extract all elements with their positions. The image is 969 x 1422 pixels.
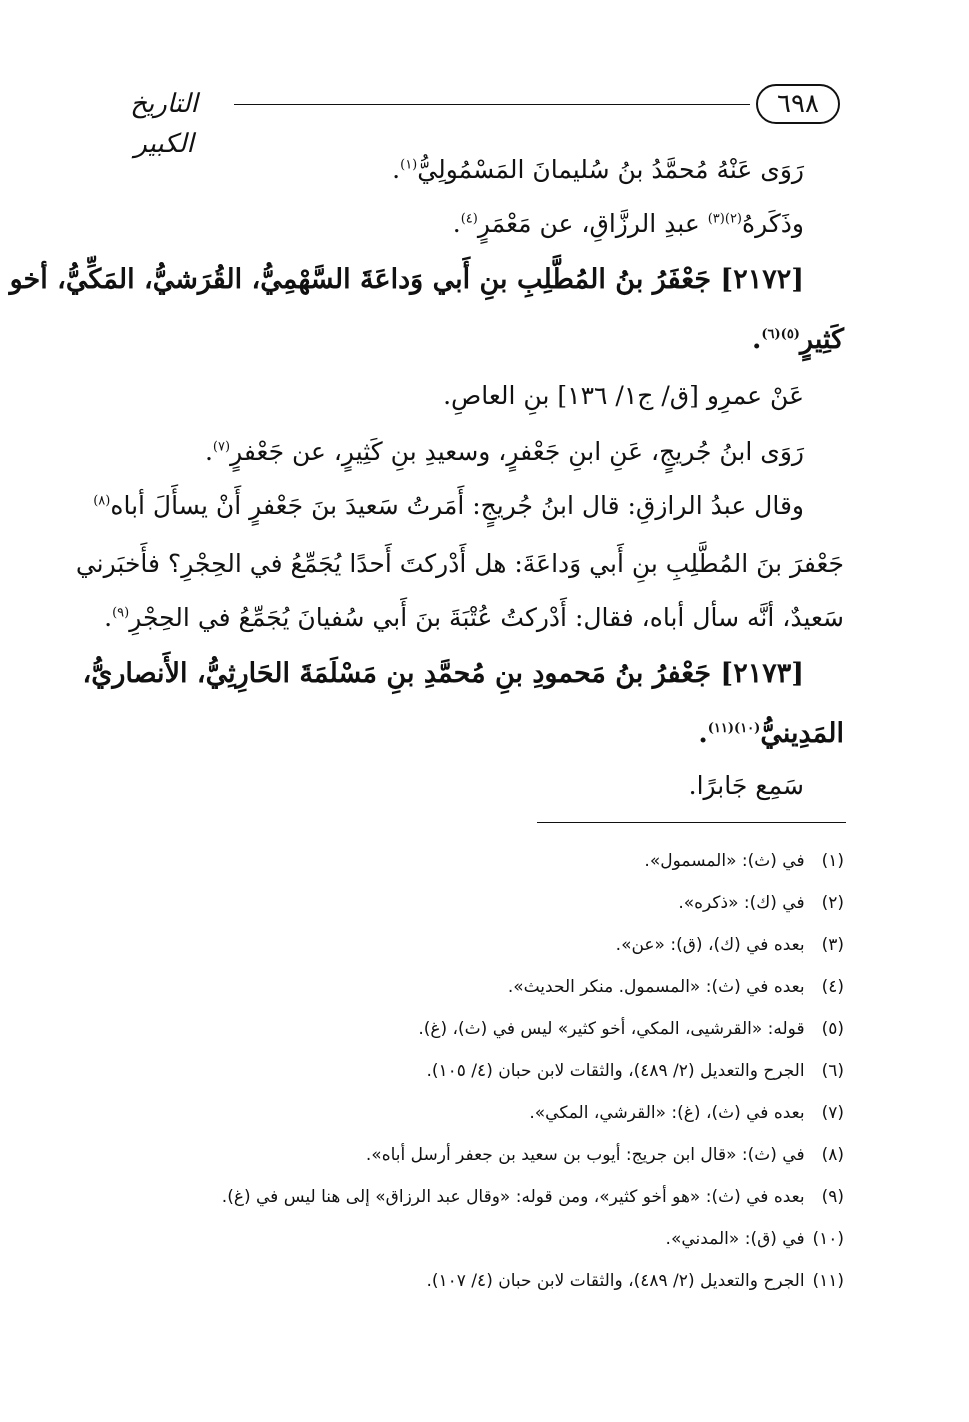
text-line: عَنْ عمرِو [ق/ ج١/ ١٣٦] بنِ العاصِ. xyxy=(443,381,804,410)
footnote-item: (٧) بعده في (ث)، (غ): «القرشي، المكي». xyxy=(529,1103,844,1123)
footnote-item: (١٠) في (ق): «المدني». xyxy=(665,1229,844,1249)
text-line: وذَكَرهُ$^{(٢)(٣)}$ عبدِ الرزَّاقِ، عن مَعْمَرٍ$^{(٤)}$. xyxy=(452,209,804,238)
header-rule xyxy=(234,104,750,105)
text-line: جَعْفرَ بنَ المُطَّلِبِ بنِ أَبي وَداعَةَ: هل أَدْركتَ أَحدًا يُجَمِّعُ في الحِجْرِ؟ فأَخبَرني xyxy=(75,549,844,578)
text-line: وقال عبدُ الرازقِ: قال ابنُ جُريجٍ: أَمَرتُ سَعيدَ بنَ جَعْفرٍ أَنْ يسأَلَ أباه$^{(٨)}$ xyxy=(93,491,804,520)
footnote-separator xyxy=(537,822,846,823)
footnote-item: (٨) في (ث): «قال ابن جريج: أيوب بن سعيد بن جعفر أرسل أباه». xyxy=(365,1145,844,1165)
entry-heading-2173-cont: المَدِينيُّ$^{(١٠)(١١)}$. xyxy=(698,718,844,749)
page-number: ٦٩٨ xyxy=(756,84,840,124)
footnote-item: (٥) قوله: «القرشيى، المكي، أخو كثير» ليس في (ث)، (غ). xyxy=(418,1019,844,1039)
footnote-item: (٦) الجرح والتعديل (٢/ ٤٨٩)، والثقات لابن حبان (٤/ ١٠٥). xyxy=(426,1061,844,1081)
footnote-item: (١١) الجرح والتعديل (٢/ ٤٨٩)، والثقات لابن حبان (٤/ ١٠٧). xyxy=(426,1271,844,1291)
entry-heading-2173: [٢١٧٣] جَعْفرُ بنُ مَحمودِ بنِ مُحمَّدِ بنِ مَسْلَمَةَ الحَارِثِيُّ، الأَنصاريُّ، xyxy=(82,658,804,689)
footnote-item: (١) في (ث): «المسمول». xyxy=(644,851,844,871)
footnote-item: (٩) بعده في (ث): «هو أخو كثير»، ومن قوله: «وقال عبد الرزاق» إلى هنا ليس في (غ). xyxy=(221,1187,844,1207)
footnote-item: (٢) في (ك): «ذكره». xyxy=(678,893,844,913)
text-line: رَوَى عَنْهُ مُحمَّدُ بنُ سُليمانَ المَسْمُولِيُّ$^{(١)}$. xyxy=(392,155,804,184)
text-line: رَوَى ابنُ جُريجٍ، عَنِ ابنِ جَعْفرٍ، وسعيدِ بنِ كَثِيرٍ، عن جَعْفرٍ$^{(٧)}$. xyxy=(204,437,804,466)
footnote-item: (٣) بعده في (ك)، (ق): «عن». xyxy=(615,935,844,955)
text-line: سَمِع جَابرًا. xyxy=(688,771,804,800)
entry-heading-2172-cont: كَثِيرٍ$^{(٥)(٦)}$. xyxy=(751,324,844,355)
page-header xyxy=(100,84,840,159)
entry-heading-2172: [٢١٧٢] جَعْفَرُ بنُ المُطَّلِبِ بنِ أَبي وَداعَةَ السَّهْمِيُّ، القُرَشيُّ، المَكِّيُّ، أخو xyxy=(9,264,804,295)
footnote-item: (٤) بعده في (ث): «المسمول. منكر الحديث». xyxy=(507,977,844,997)
text-line: سَعيدٌ، أنَّه سأل أباه، فقال: أَدْركتُ عُتْبَةَ بنَ أَبي سُفيانَ يُجَمِّعُ في الحِجْرِ$^{(٩)}$. xyxy=(104,603,844,632)
book-title: التاريخ الكبير xyxy=(130,89,198,159)
